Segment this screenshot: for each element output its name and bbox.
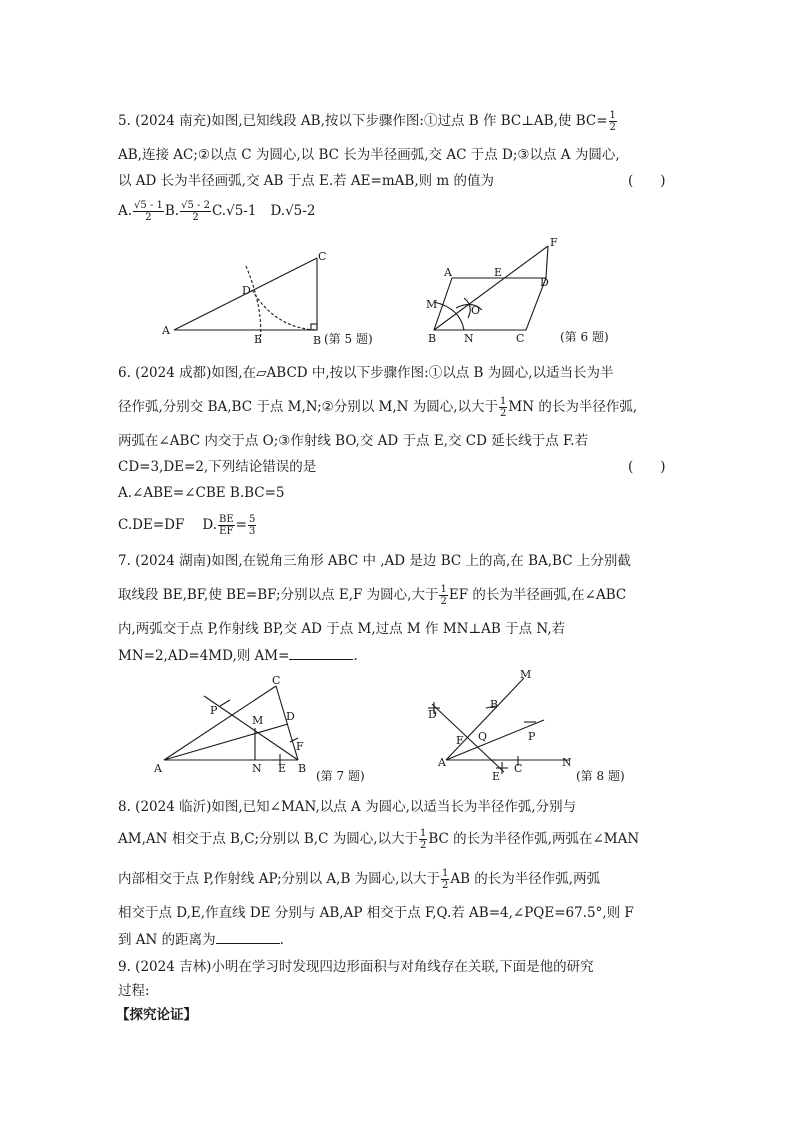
q8-line-5: [118, 930, 284, 949]
q8-text-5: 到 AN 的距离为: [118, 932, 216, 948]
q7-text-2a: 取线段 BE,BF,使 BE=BF;分别以点 E,F 为圆心,大于: [118, 587, 439, 603]
q8-line-2: [118, 828, 639, 851]
q8-text-5-end: .: [279, 932, 284, 948]
q8-text-3a: 内部相交于点 P,作射线 AP;分别以 A,B 为圆心,以大于: [118, 871, 440, 887]
right-angle-mark: [311, 324, 317, 330]
tick-p: [220, 700, 230, 706]
q6-line-1: 6. (2024 成都)如图,在▱ABCD 中,按以下步骤作图:①以点 B 为圆心,以适当长为半: [118, 365, 614, 381]
q6-answer-paren: ( ): [628, 459, 666, 475]
q9-line-1: 9. (2024 吉林)小明在学习时发现四边形面积与对角线存在关联,下面是他的研究: [118, 959, 594, 975]
ray-bp: [204, 696, 298, 760]
extension-cd: [546, 246, 548, 278]
fraction-numerator: √5 - 2: [181, 200, 210, 211]
q7-line-3: 内,两弧交于点 P,作射线 BP,交 AD 于点 M,过点 M 作 MN⊥AB 于点 N,若: [118, 621, 566, 637]
q5-option-a-fraction: [133, 200, 164, 223]
q7-text-4-end: .: [353, 648, 358, 664]
figure-6: [420, 236, 660, 348]
q5-answer-paren: ( ): [628, 173, 666, 189]
label-d: D: [242, 284, 251, 297]
q8-line-4: 相交于点 D,E,作直线 DE 分别与 AB,AP 相交于点 F,Q.若 AB=4,∠PQE=67.5°,则 F: [118, 905, 634, 921]
q6-line-4: CD=3,DE=2,下列结论错误的是: [118, 459, 317, 475]
label-f: F: [296, 740, 304, 753]
q5-option-d: D.√5-2: [270, 203, 316, 219]
label-b: B: [313, 334, 322, 347]
label-m: M: [252, 714, 264, 727]
q6-option-d-eq: =: [235, 517, 247, 533]
q8-text-2a: AM,AN 相交于点 B,C;分别以 B,C 为圆心,以大于: [118, 831, 419, 847]
figure-5-caption: (第 5 题): [324, 332, 373, 346]
label-b: B: [490, 698, 499, 711]
fraction-numerator: 1: [609, 110, 616, 121]
label-q: Q: [478, 730, 488, 743]
label-b: B: [428, 332, 437, 345]
fraction-denominator: 2: [420, 840, 427, 851]
fraction-numerator: 1: [500, 396, 507, 407]
q6-line-2: [118, 396, 637, 419]
q8-line-1: 8. (2024 临沂)如图,已知∠MAN,以点 A 为圆心,以适当长为半径作弧,分别与: [118, 799, 577, 815]
q6-text-2a: 径作弧,分别交 BA,BC 于点 M,N;②分别以 M,N 为圆心,以大于: [118, 399, 499, 415]
q8-half-fraction-1: [419, 828, 427, 851]
fraction-denominator: 3: [248, 526, 256, 537]
q6-line-3: 两弧在∠ABC 内交于点 O;③作射线 BO,交 AD 于点 E,交 CD 延长线于点 F.若: [118, 433, 589, 449]
q8-text-2b: BC 的长为半径作弧,两弧在∠MAN: [428, 831, 640, 847]
q8-text-3b: AB 的长为半径作弧,两弧: [450, 871, 601, 887]
q6-half-fraction: [499, 396, 507, 419]
label-f: F: [550, 236, 558, 249]
label-o: O: [471, 304, 481, 317]
label-e: E: [278, 762, 287, 775]
q8-answer-blank[interactable]: [216, 930, 280, 944]
q6-text-2b: MN 的长为半径作弧,: [508, 399, 638, 415]
fraction-denominator: 2: [192, 212, 199, 223]
q7-text-4: MN=2,AD=4MD,则 AM=: [118, 648, 290, 664]
label-d: D: [428, 708, 437, 721]
fraction-numerator: √5 - 1: [134, 200, 163, 211]
label-e: E: [254, 333, 263, 346]
q5-line-2: AB,连接 AC;②以点 C 为圆心,以 BC 长为半径画弧,交 AC 于点 D;③以点 A 为圆心,: [118, 147, 620, 163]
q5-option-b-fraction: [180, 200, 211, 223]
label-m: M: [426, 298, 438, 311]
label-b: B: [298, 762, 307, 775]
fraction-numerator: BE: [218, 514, 234, 525]
label-d: D: [286, 710, 295, 723]
fraction-denominator: 2: [440, 596, 447, 607]
figure-5: [160, 240, 400, 350]
q6-option-d-label: D.: [202, 517, 217, 533]
q8-half-fraction-2: [441, 868, 449, 891]
q5-text-1: 5. (2024 南充)如图,已知线段 AB,按以下步骤作图:①过点 B 作 BC⊥AB,使 BC=: [118, 113, 608, 129]
q6-option-d-fraction-1: [218, 514, 235, 537]
figure-8: [420, 668, 660, 786]
label-c: C: [318, 250, 327, 263]
figure-6-caption: (第 6 题): [560, 330, 609, 344]
ray-am: [446, 678, 524, 760]
q7-line-1: 7. (2024 湖南)如图,在锐角三角形 ABC 中 ,AD 是边 BC 上的高,在 BA,BC 上分别截: [118, 553, 631, 569]
label-n: N: [252, 762, 262, 775]
label-m: M: [520, 668, 532, 681]
q7-line-2: [118, 584, 626, 607]
q7-text-2b: EF 的长为半径画弧,在∠ABC: [448, 587, 627, 603]
label-c: C: [516, 332, 525, 345]
arc-centered-a: [246, 266, 261, 342]
label-a: A: [154, 762, 162, 775]
label-a: A: [162, 324, 170, 337]
q9-section-heading: 【探究论证】: [116, 1007, 197, 1023]
q6-option-a: A.∠ABE=∠CBE B.BC=5: [118, 485, 285, 501]
label-c: C: [272, 674, 281, 687]
parallelogram-abcd: [434, 278, 546, 330]
q7-answer-blank[interactable]: [289, 646, 353, 660]
q7-line-4: [118, 646, 358, 665]
label-c: C: [514, 762, 523, 775]
q7-half-fraction: [439, 584, 447, 607]
fraction-denominator: 2: [500, 408, 507, 419]
figure-8-caption: (第 8 题): [576, 769, 625, 783]
segment-cb: [276, 686, 298, 760]
q5-option-a-label: A.: [118, 203, 133, 219]
label-p: P: [210, 704, 218, 717]
label-e: E: [492, 770, 501, 783]
label-e: E: [494, 266, 503, 279]
fraction-numerator: 1: [440, 584, 447, 595]
q5-line-3: 以 AD 长为半径画弧,交 AB 于点 E.若 AE=mAB,则 m 的值为: [118, 173, 494, 189]
label-p: P: [528, 730, 536, 743]
q6-option-c: C.DE=DF: [118, 517, 185, 533]
fraction-denominator: 2: [145, 212, 152, 223]
q5-options: [118, 200, 315, 223]
q6-options-cd: [118, 514, 257, 537]
label-n: N: [464, 332, 474, 345]
label-d: D: [540, 276, 549, 289]
q5-option-b-label: B.: [164, 203, 180, 219]
fraction-denominator: 2: [609, 122, 616, 133]
fraction-denominator: EF: [219, 526, 234, 537]
q5-option-c: C.√5-1: [211, 203, 257, 219]
q8-line-3: [118, 868, 600, 891]
q5-half-fraction: [609, 110, 617, 133]
q5-line-1: [118, 110, 618, 133]
figure-7: [150, 676, 390, 786]
altitude-ad: [164, 724, 288, 760]
arc-centered-c: [252, 290, 316, 330]
label-a: A: [444, 266, 452, 279]
fraction-denominator: 2: [441, 880, 449, 891]
q6-option-d-fraction-2: [248, 514, 256, 537]
label-a: A: [438, 756, 446, 769]
q9-line-2: 过程:: [118, 983, 150, 999]
arc-o-1: [464, 298, 470, 318]
fraction-numerator: 1: [420, 828, 427, 839]
figure-7-caption: (第 7 题): [316, 769, 365, 783]
fraction-numerator: 1: [441, 868, 449, 879]
label-n: N: [562, 756, 572, 769]
label-f: F: [456, 734, 464, 747]
fraction-numerator: 5: [248, 514, 256, 525]
